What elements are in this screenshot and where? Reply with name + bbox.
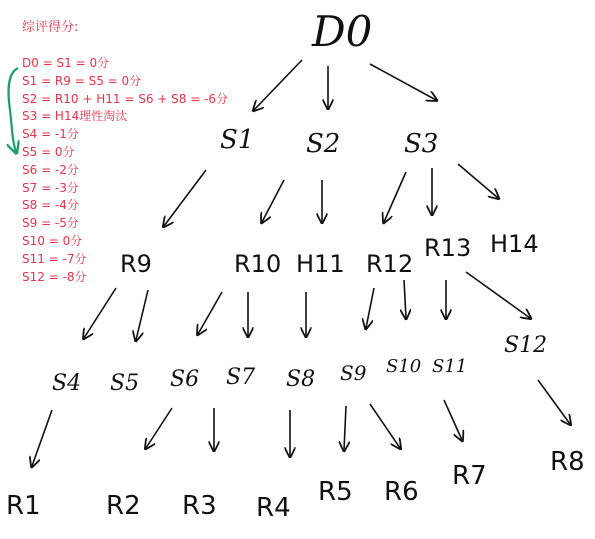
legend-row: S3 = H14理性淘汰 — [22, 109, 128, 124]
node-s4: S4 — [52, 371, 82, 396]
legend-row: S8 = -4分 — [22, 198, 79, 213]
edge-s12-r8 — [538, 380, 570, 424]
edge-s11-r7 — [444, 400, 462, 440]
node-r4: R4 — [256, 493, 291, 523]
node-s11: S11 — [432, 356, 468, 377]
legend-row: S12 = -8分 — [22, 269, 87, 284]
node-r3: R3 — [182, 491, 217, 521]
edge-d0-s1 — [254, 60, 302, 110]
node-r8: R8 — [550, 447, 585, 477]
legend-row: S11 = -7分 — [22, 251, 87, 266]
edge-s9-r6 — [370, 404, 400, 448]
legend-row: D0 = S1 = 0分 — [22, 56, 110, 70]
node-r5: R5 — [318, 477, 353, 507]
node-d0: D0 — [312, 7, 373, 56]
edge-r13-s12 — [466, 272, 530, 318]
legend-row: S4 = -1分 — [22, 127, 79, 142]
node-r12: R12 — [366, 250, 414, 278]
node-r2: R2 — [106, 491, 141, 521]
legend-row: S6 = -2分 — [22, 162, 79, 177]
edge-s3-h14 — [458, 164, 498, 198]
legend-row: S5 = 0分 — [22, 144, 75, 159]
node-s10: S10 — [386, 356, 422, 377]
node-r6: R6 — [384, 477, 419, 507]
legend-row: S7 = -3分 — [22, 180, 79, 195]
legend-row: S9 = -5分 — [22, 216, 79, 231]
node-s6: S6 — [170, 367, 200, 392]
legend-row: S1 = R9 = S5 = 0分 — [22, 73, 142, 88]
node-h14: H14 — [490, 230, 539, 258]
node-r13: R13 — [424, 234, 472, 262]
node-s3: S3 — [404, 129, 439, 159]
edge-r12-s9 — [366, 288, 374, 328]
edge-r12-s10 — [404, 280, 406, 318]
node-s2: S2 — [306, 129, 341, 159]
edge-s3-r12 — [384, 172, 406, 222]
edge-s9-r5 — [344, 406, 346, 450]
node-r7: R7 — [452, 461, 487, 491]
node-h11: H11 — [296, 250, 345, 278]
node-r9: R9 — [120, 250, 152, 278]
edge-s4-r1 — [32, 410, 52, 466]
legend-row: S10 = 0分 — [22, 233, 83, 248]
node-s12: S12 — [504, 333, 548, 358]
edge-r9-s5 — [136, 290, 148, 340]
node-r10: R10 — [234, 250, 282, 278]
score-legend — [22, 55, 228, 286]
legend-link-arrow — [8, 68, 18, 152]
edge-d0-s3 — [370, 64, 436, 100]
legend-row: S2 = R10 + H11 = S6 + S8 = -6分 — [22, 91, 229, 106]
node-s7: S7 — [226, 365, 256, 390]
edge-r10-s6 — [198, 292, 222, 334]
edge-s2-r10 — [262, 180, 284, 222]
edge-r9-s4 — [84, 288, 116, 338]
edge-s6-r2 — [146, 408, 172, 448]
node-r1: R1 — [6, 491, 41, 521]
node-s1: S1 — [220, 125, 255, 155]
node-s8: S8 — [286, 367, 316, 392]
node-s9: S9 — [340, 361, 367, 385]
legend-title: 综评得分: — [22, 20, 79, 35]
node-s5: S5 — [110, 371, 140, 396]
